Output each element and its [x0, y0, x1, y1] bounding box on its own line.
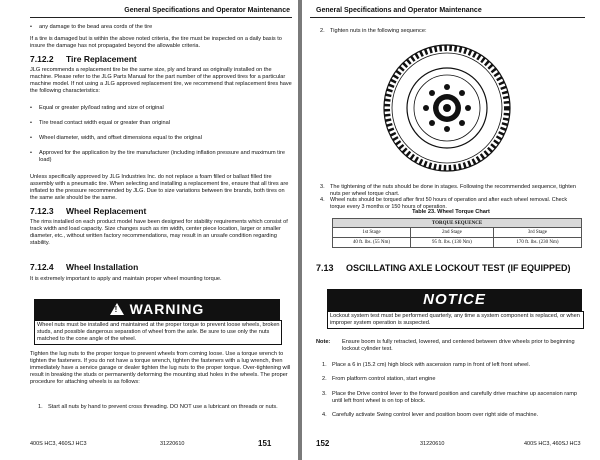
list-item: • Wheel diameter, width, and offset dimensions equal to the original: [39, 135, 289, 142]
section-title: Wheel Replacement: [66, 206, 147, 216]
footer-model: 400S HC3, 460SJ HC3: [30, 441, 87, 447]
section-heading: [30, 54, 137, 64]
table-cell: 170 ft. lbs. (230 Nm): [493, 238, 581, 248]
section-number: 7.12.3: [30, 206, 54, 216]
notice-text: Lockout system test must be performed quarterly, any time a system component is replaced, or when improper system operation is suspected.: [327, 311, 584, 329]
step-text: Wheel nuts should be torqued after first 50 hours of operation and after each wheel removal. Check torque every 3 months or 150 hours of operation.: [330, 197, 568, 211]
footer-doc-number: 31220610: [160, 441, 185, 447]
step-number: 1.: [322, 362, 327, 368]
section-heading: [30, 206, 146, 216]
table-cell: 40 ft. lbs. (55 Nm): [333, 238, 411, 248]
header-rule: [30, 17, 292, 18]
table-header: TORQUE SEQUENCE: [333, 219, 582, 228]
paragraph: JLG recommends a replacement tire be the same size, ply and brand as originally installed on the machine. Please refer to the JLG Parts Manual for the part number of the approved tires for a particular machine model. If not using a JLG approved replacement tire, we recommend that replacement tires have the following characteristics:: [30, 67, 292, 95]
step-number: 3.: [320, 184, 325, 190]
list-item: • Equal or greater ply/load rating and size of original: [39, 105, 289, 112]
table-column-header: 2nd Stage: [410, 228, 493, 238]
step-text: Carefully activate Swing control lever and position boom over right side of machine.: [332, 412, 539, 418]
header-rule: [310, 17, 585, 18]
table-column-header: 1st Stage: [333, 228, 411, 238]
section-title: Wheel Installation: [66, 262, 139, 272]
step-text: The tightening of the nuts should be done in stages. Following the recommended sequence, tighten nuts per wheel torque chart.: [330, 184, 576, 198]
step-number: 2.: [322, 376, 327, 382]
list-item: • Tire tread contact width equal or greater than original: [39, 120, 289, 127]
section-number: 7.13: [316, 263, 334, 273]
list-item: • any damage to the bead area cords of the tire: [39, 24, 289, 31]
note-text: Ensure boom is fully retracted, lowered, and centered between drive wheels prior to beginning lockout cylinder test.: [342, 339, 575, 353]
step-number: 4.: [320, 197, 325, 203]
page-header: General Specifications and Operator Maintenance: [316, 7, 482, 14]
section-title: Tire Replacement: [66, 54, 137, 64]
step-text: Place the Drive control lever to the forward position and carefully drive machine up ascension ramp until left front wheel is on top of block.: [332, 391, 578, 405]
tire-lug-sequence-diagram: [382, 43, 512, 173]
page-header: General Specifications and Operator Maintenance: [124, 7, 290, 14]
list-item: • Approved for the application by the tire manufacturer (including inflation pressure and maximum tire load): [39, 150, 289, 164]
step-text: From platform control station, start engine: [332, 376, 436, 382]
warning-triangle-icon: !: [110, 303, 124, 315]
paragraph: If a tire is damaged but is within the above noted criteria, the tire must be inspected on a daily basis to insure the damage has not propagated beyond the allowable criteria.: [30, 36, 282, 50]
page-right: [302, 0, 600, 460]
step-number: 3.: [322, 391, 327, 397]
section-heading: [30, 262, 138, 272]
note-label: Note:: [316, 339, 331, 345]
page-left: [0, 0, 298, 460]
warning-title: WARNING: [129, 301, 205, 317]
section-number: 7.12.4: [30, 262, 54, 272]
step-text: Start all nuts by hand to prevent cross threading. DO NOT use a lubricant on threads or nuts.: [48, 404, 278, 410]
table-column-header: 3rd Stage: [493, 228, 581, 238]
footer-doc-number: 31220610: [420, 441, 445, 447]
wheel-torque-table: [332, 218, 582, 248]
section-number: 7.12.2: [30, 54, 54, 64]
paragraph: The rims installed on each product model have been designed for stability requirements which consist of track width and load capacity. Size changes such as rim width, center piece location, larger or smaller diameter, etc., without written factory recommendations, may result in an unsafe condition regarding stability.: [30, 219, 288, 247]
section-heading: [316, 263, 571, 273]
notice-banner: [327, 289, 582, 311]
table-cell: 95 ft. lbs. (130 Nm): [410, 238, 493, 248]
step-text: Place a 6 in (15.2 cm) high block with ascension ramp in front of left front wheel.: [332, 362, 531, 368]
step-number: 2.: [320, 28, 325, 34]
warning-banner: [34, 299, 280, 320]
paragraph: It is extremely important to apply and maintain proper wheel mounting torque.: [30, 276, 222, 282]
notice-title: NOTICE: [423, 291, 486, 308]
table-caption: Table 23. Wheel Torque Chart: [412, 209, 490, 215]
page-number: 152: [316, 439, 330, 448]
step-number: 4.: [322, 412, 327, 418]
paragraph: Tighten the lug nuts to the proper torque to prevent wheels from coming loose. Use a torque wrench to tighten the fasteners. If you do not have a torque wrench, tighten the fasteners with a lug wrench, then immediately have a service garage or dealer tighten the lug nuts to the proper torque. Over-tightening will result in breaking the studs or permanently deforming the mounting stud holes in the wheels. The proper procedure for attaching wheels is as follows:: [30, 351, 291, 386]
footer-model: 400S HC3, 460SJ HC3: [524, 441, 581, 447]
step-text: Tighten nuts in the following sequence:: [330, 28, 427, 34]
warning-text: Wheel nuts must be installed and maintained at the proper torque to prevent loose wheels, broken studs, and possible dangerous separation of wheel from the axle. Be sure to use only the nuts matched to the cone angle of the wheel.: [34, 320, 282, 345]
section-title: OSCILLATING AXLE LOCKOUT TEST (IF EQUIPPED): [346, 263, 571, 273]
page-number: 151: [258, 439, 272, 448]
step-number: 1.: [38, 404, 43, 410]
paragraph: Unless specifically approved by JLG Industries Inc. do not replace a foam filled or ballast filled tire assembly with a pneumatic tire. When selecting and installing a replacement tire, ensure that all tires are inflated to the pressure recommended by JLG. Due to size variations between tire brands, both tires on the same axle should be the same.: [30, 174, 289, 202]
